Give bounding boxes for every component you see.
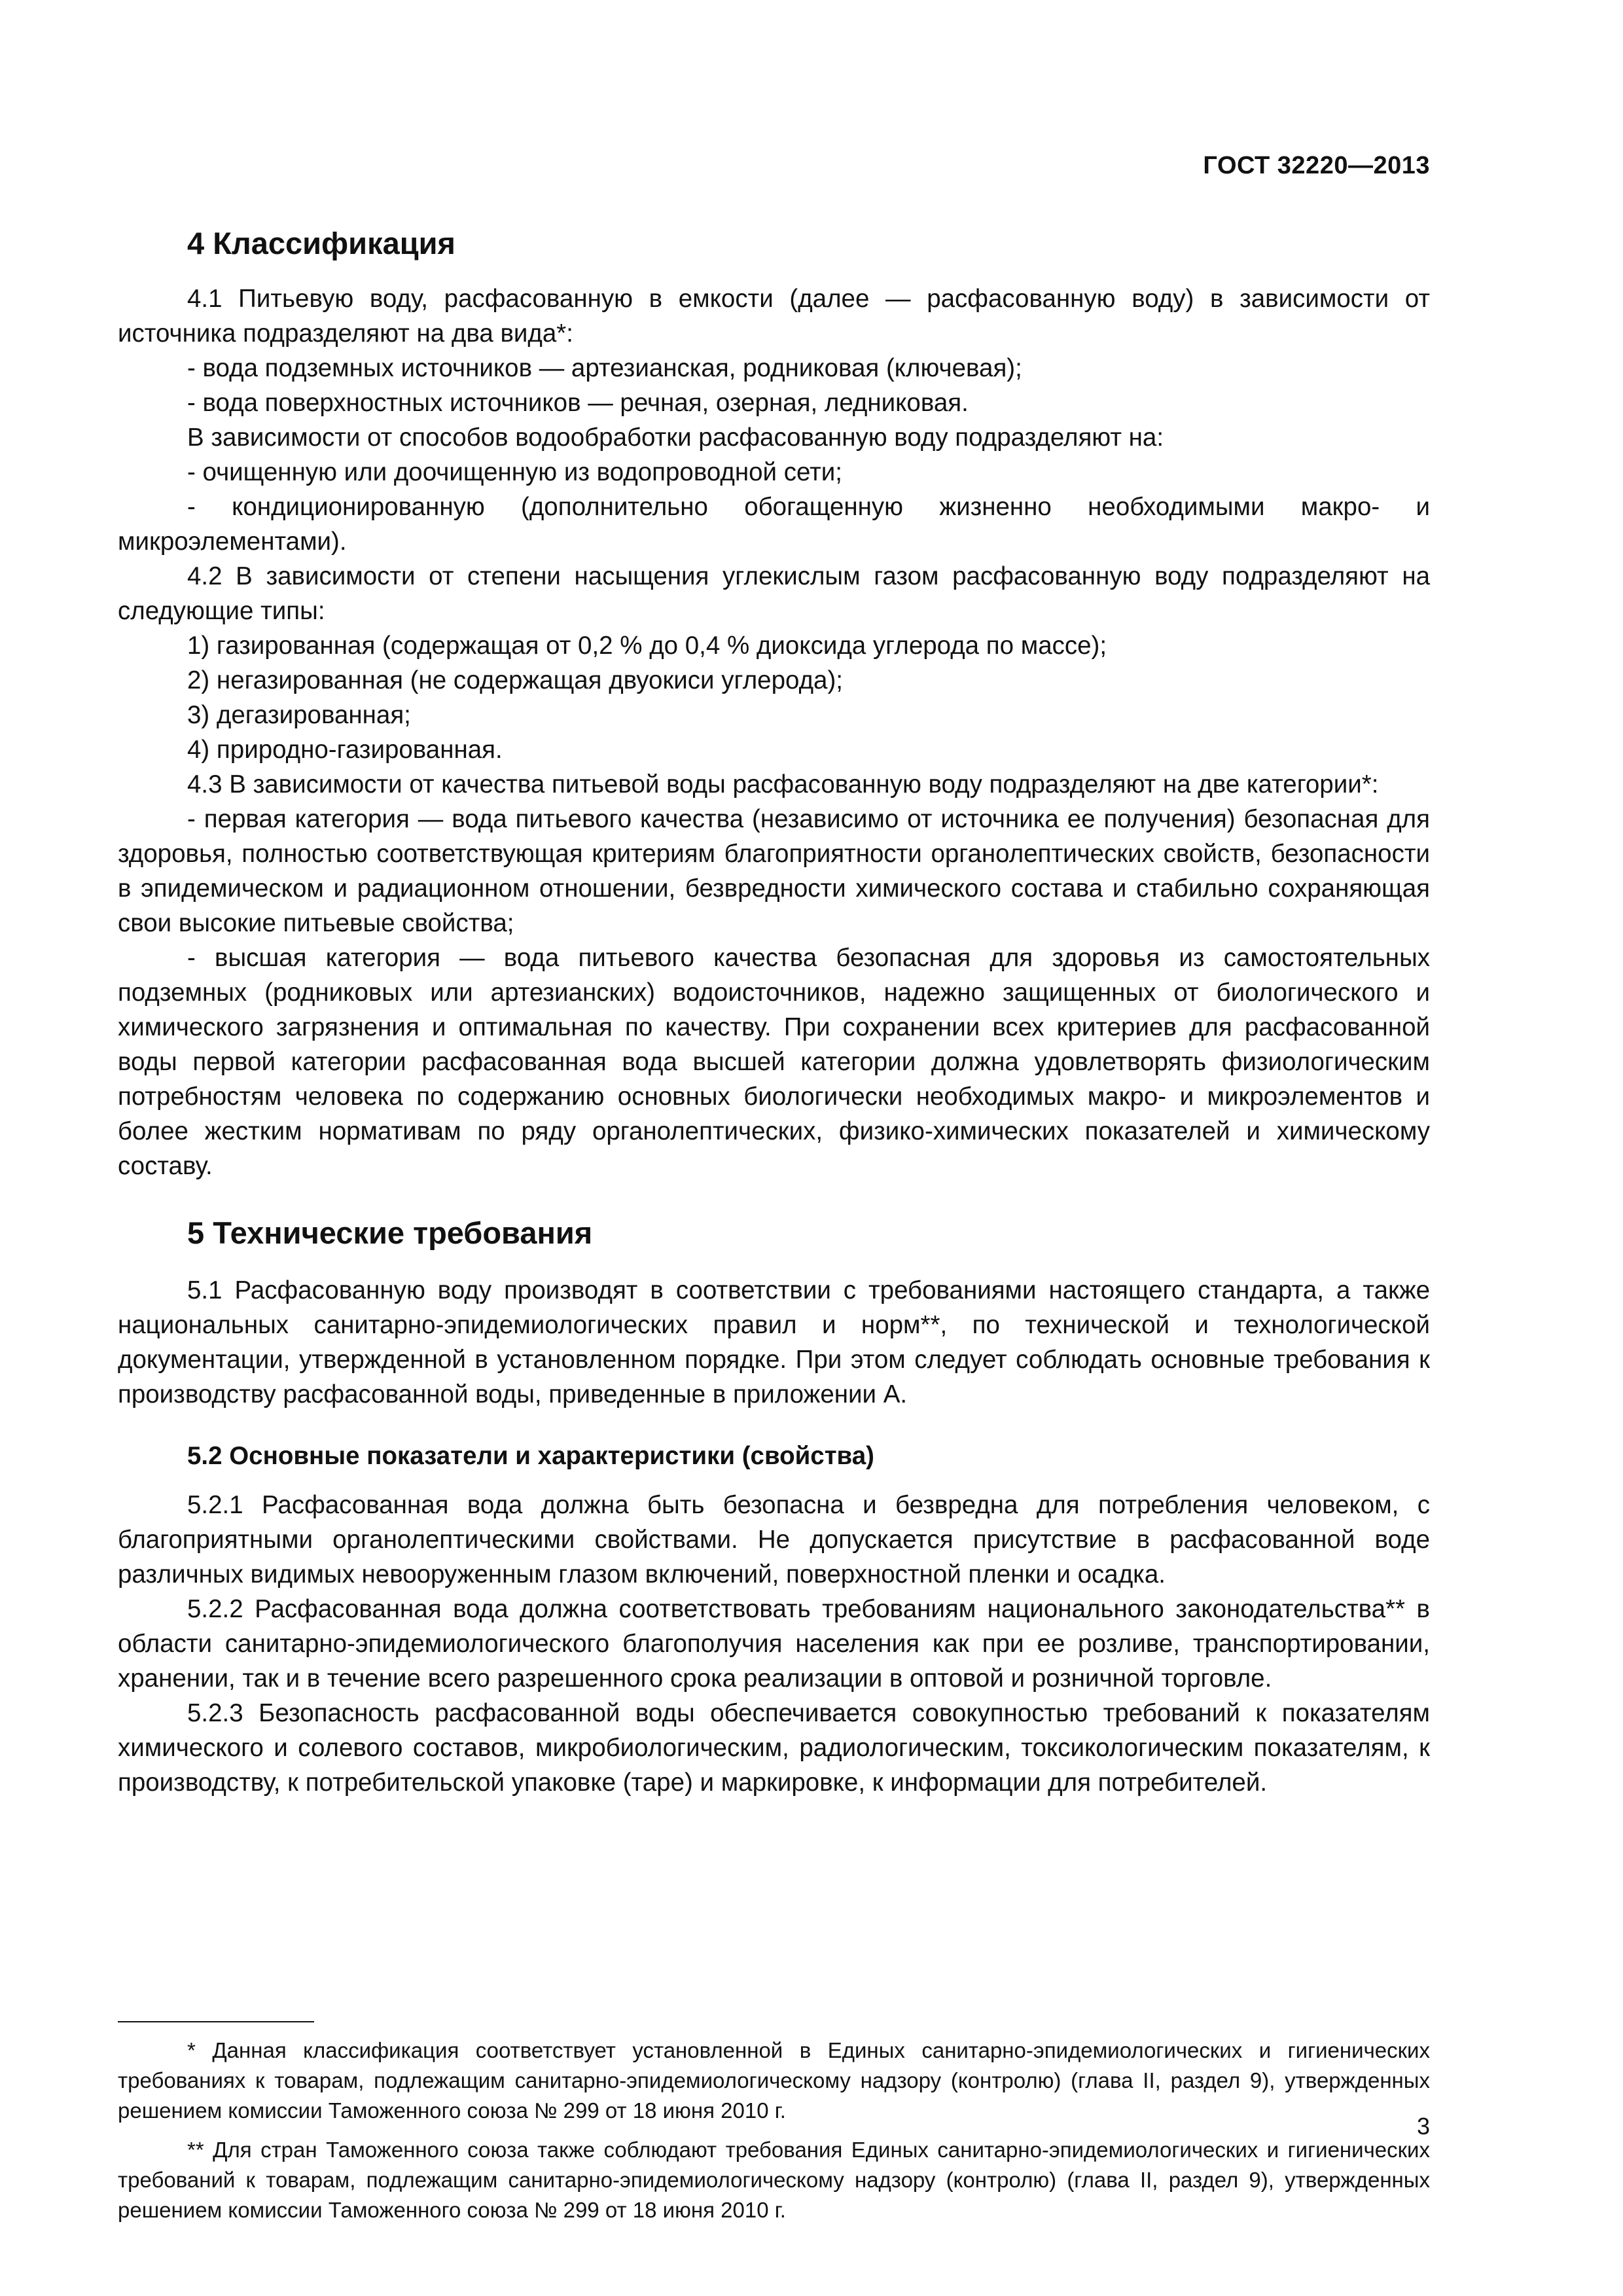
- list-item: - первая категория — вода питьевого качества (независимо от источника ее получения) безопасная для здоровья, полностью соответствующая критериям благоприятности органолептических свойств, безопасности в эпидемическом и радиационном отношении, безвредности химического состава и стабильно сохраняющая свои высокие питьевые свойства;: [118, 805, 1430, 937]
- list-item: 3) дегазированная;: [187, 701, 411, 729]
- list-item: 4) природно-газированная.: [187, 736, 503, 764]
- section-4-body: [118, 281, 1430, 1183]
- document-code: ГОСТ 32220—2013: [1203, 152, 1430, 179]
- list-item: - кондиционированную (дополнительно обогащенную жизненно необходимыми макро- и микроэлементами).: [118, 493, 1430, 556]
- paragraph: В зависимости от способов водообработки расфасованную воду подразделяют на:: [187, 423, 1164, 452]
- paragraph-5-2-2: 5.2.2 Расфасованная вода должна соответствовать требованиям национального законодательства** в области санитарно-эпидемиологического благополучия населения как при ее розливе, транспортировании, хранении, так и в течение всего разрешенного срока реализации в оптовой и розничной торговле.: [118, 1595, 1430, 1693]
- paragraph-5-1: 5.1 Расфасованную воду производят в соответствии с требованиями настоящего стандарта, а также национальных санитарно-эпидемиологических правил и норм**, по технической и технологической документации, утвержденной в установленном порядке. При этом следует соблюдать основные требования к производству расфасованной воды, приведенные в приложении А.: [118, 1276, 1430, 1408]
- list-item: - высшая категория — вода питьевого качества безопасная для здоровья из самостоятельных подземных (родниковых или артезианских) водоисточников, надежно защищенных от биологического и химического загрязнения и оптимальная по качеству. При сохранении всех критериев для расфасованной воды первой категории расфасованная вода высшей категории должна удовлетворять физиологическим потребностям человека по содержанию основных биологически необходимых макро- и микроэлементов и более жестким нормативам по ряду органолептических, физико-химических показателей и химическому составу.: [118, 944, 1430, 1180]
- list-item: - вода поверхностных источников — речная, озерная, ледниковая.: [187, 389, 969, 417]
- list-item: 1) газированная (содержащая от 0,2 % до 0,4 % диоксида углерода по массе);: [187, 632, 1107, 660]
- section-4-title: 4 Классификация: [187, 226, 455, 260]
- list-item: 2) негазированная (не содержащая двуокиси углерода);: [187, 666, 843, 694]
- paragraph-4-3: 4.3 В зависимости от качества питьевой воды расфасованную воду подразделяют на две категории*:: [187, 770, 1379, 798]
- page-number: 3: [1416, 2113, 1430, 2140]
- footnote-divider: [118, 2021, 314, 2022]
- paragraph-4-1: 4.1 Питьевую воду, расфасованную в емкости (далее — расфасованную воду) в зависимости от источника подразделяют на два вида*:: [118, 285, 1430, 348]
- footnotes: [118, 2036, 1430, 2234]
- subsection-5-2-title: 5.2 Основные показатели и характеристики (свойства): [187, 1442, 874, 1470]
- section-5-2-body: [118, 1439, 1430, 1800]
- paragraph-5-2-3: 5.2.3 Безопасность расфасованной воды обеспечивается совокупностью требований к показателям химического и солевого составов, микробиологическим, радиологическим, токсикологическим показателям, к производству, к потребительской упаковке (таре) и маркировке, к информации для потребителей.: [118, 1699, 1430, 1797]
- section-5-title: 5 Технические требования: [187, 1215, 593, 1250]
- footnote-2: ** Для стран Таможенного союза также соблюдают требования Единых санитарно-эпидемиологических и гигиенических требований к товарам, подлежащим санитарно-эпидемиологическому надзору (контролю) (глава II, раздел 9), утвержденных решением комиссии Таможенного союза № 299 от 18 июня 2010 г.: [118, 2138, 1430, 2222]
- paragraph-4-2: 4.2 В зависимости от степени насыщения углекислым газом расфасованную воду подразделяют на следующие типы:: [118, 562, 1430, 625]
- footnote-1: * Данная классификация соответствует установленной в Единых санитарно-эпидемиологических и гигиенических требованиях к товарам, подлежащим санитарно-эпидемиологическому надзору (контролю) (глава II, раздел 9), утвержденных решением комиссии Таможенного союза № 299 от 18 июня 2010 г.: [118, 2038, 1430, 2123]
- paragraph-5-2-1: 5.2.1 Расфасованная вода должна быть безопасна и безвредна для потребления человеком, с благоприятными органолептическими свойствами. Не допускается присутствие в расфасованной воде различных видимых невооруженным глазом включений, поверхностной пленки и осадка.: [118, 1491, 1430, 1588]
- section-5-body: [118, 1273, 1430, 1412]
- list-item: - вода подземных источников — артезианская, родниковая (ключевая);: [187, 354, 1022, 382]
- list-item: - очищенную или доочищенную из водопроводной сети;: [187, 458, 842, 486]
